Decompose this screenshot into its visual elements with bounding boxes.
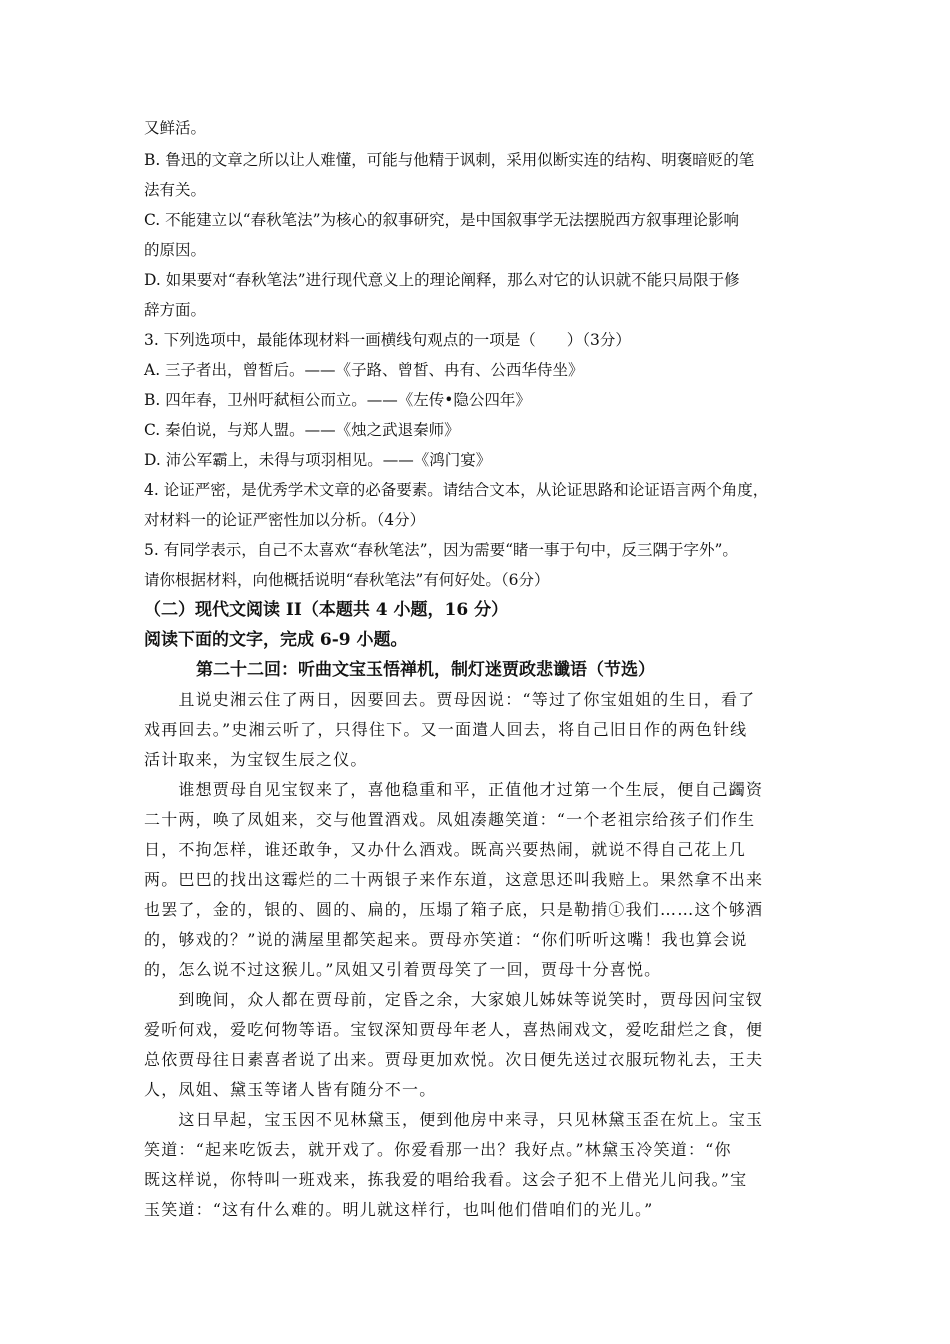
story-line: 活计取来，为宝钗生辰之仪。: [144, 750, 368, 769]
story-line: 笑道：“起来吃饭去，就开戏了。你爱看那一出？我好点。”林黛玉冷笑道：“你: [144, 1140, 732, 1159]
story-line: 两。巴巴的找出这霉烂的二十两银子来作东道，这意思还叫我赔上。果然拿不出来: [144, 870, 764, 889]
option-d: D. 沛公军霸上，未得与项羽相见。——《鸿门宴》: [144, 451, 492, 469]
story-line: 也罢了，金的，银的、圆的、扁的，压塌了箱子底，只是勒掯①我们……这个够酒: [144, 900, 764, 919]
question-4: 4. 论证严密，是优秀学术文章的必备要素。请结合文本，从论证思路和论证语言两个角度，: [144, 481, 769, 499]
text-line: 对材料一的论证严密性加以分析。（4分）: [144, 511, 426, 529]
text-line: 的原因。: [144, 241, 207, 259]
option-a: A. 三子者出，曾皙后。——《子路、曾皙、冉有、公西华侍坐》: [144, 361, 584, 379]
story-line: 且说史湘云住了两日，因要回去。贾母因说：“等过了你宝姐姐的生日，看了: [144, 690, 756, 709]
option-c: C. 秦伯说，与郑人盟。——《烛之武退秦师》: [144, 421, 460, 439]
story-title: 第二十二回：听曲文宝玉悟禅机，制灯迷贾政悲谶语（节选）: [196, 660, 655, 680]
story-line: 的，怎么说不过这猴儿。”凤姐又引着贾母笑了一回，贾母十分喜悦。: [144, 960, 662, 979]
story-line: 人，凤姐、黛玉等诸人皆有随分不一。: [144, 1080, 437, 1099]
story-line: 二十两，唤了凤姐来，交与他置酒戏。凤姐凑趣笑道：“一个老祖宗给孩子们作生: [144, 810, 756, 829]
text-line: 又鲜活。: [144, 119, 207, 137]
story-line: 到晚间，众人都在贾母前，定昏之余，大家娘儿姊妹等说笑时，贾母因问宝钗: [144, 990, 764, 1009]
story-line: 日，不拘怎样，谁还敢争，又办什么酒戏。既高兴要热闹，就说不得自己花上几: [144, 840, 747, 859]
story-line: 谁想贾母自见宝钗来了，喜他稳重和平，正值他才过第一个生辰，便自己蠲资: [144, 780, 764, 799]
text-line: B. 鲁迅的文章之所以让人难懂，可能与他精于讽刺，采用似断实连的结构、明褒暗贬的笔: [144, 151, 755, 169]
question-3: 3. 下列选项中，最能体现材料一画横线句观点的一项是（ ）（3分）: [144, 331, 631, 349]
text-line: C. 不能建立以“春秋笔法”为核心的叙事研究，是中国叙事学无法摆脱西方叙事理论影响: [144, 211, 740, 229]
story-line: 戏再回去。”史湘云听了，只得住下。又一面遣人回去，将自己旧日作的两色针线: [144, 720, 748, 739]
section-heading: （二）现代文阅读 II（本题共 4 小题，16 分）: [144, 600, 509, 620]
text-line: 辞方面。: [144, 301, 207, 319]
option-b: B. 四年春，卫州吁弑桓公而立。——《左传•隐公四年》: [144, 391, 531, 409]
text-line: 请你根据材料，向他概括说明“春秋笔法”有何好处。（6分）: [144, 571, 550, 589]
story-line: 既这样说，你特叫一班戏来，拣我爱的唱给我看。这会子犯不上借光儿问我。”宝: [144, 1170, 748, 1189]
text-line: D. 如果要对“春秋笔法”进行现代意义上的理论阐释，那么对它的认识就不能只局限于修: [144, 271, 740, 289]
text-line: 法有关。: [144, 181, 207, 199]
story-line: 总依贾母往日素喜者说了出来。贾母更加欢悦。次日便先送过衣服玩物礼去，王夫: [144, 1050, 764, 1069]
story-line: 的，够戏的？”说的满屋里都笑起来。贾母亦笑道：“你们听听这嘴！我也算会说: [144, 930, 748, 949]
story-line: 玉笑道：“这有什么难的。明儿就这样行，也叫他们借咱们的光儿。”: [144, 1200, 654, 1219]
question-5: 5. 有同学表示，自己不太喜欢“春秋笔法”，因为需要“睹一事于句中，反三隅于字外”。: [144, 541, 738, 559]
story-line: 这日早起，宝玉因不见林黛玉，便到他房中来寻，只见林黛玉歪在炕上。宝玉: [144, 1110, 764, 1129]
story-line: 爱听何戏，爱吃何物等语。宝钗深知贾母年老人，喜热闹戏文，爱吃甜烂之食，便: [144, 1020, 764, 1039]
instruction: 阅读下面的文字，完成 6-9 小题。: [144, 630, 408, 650]
